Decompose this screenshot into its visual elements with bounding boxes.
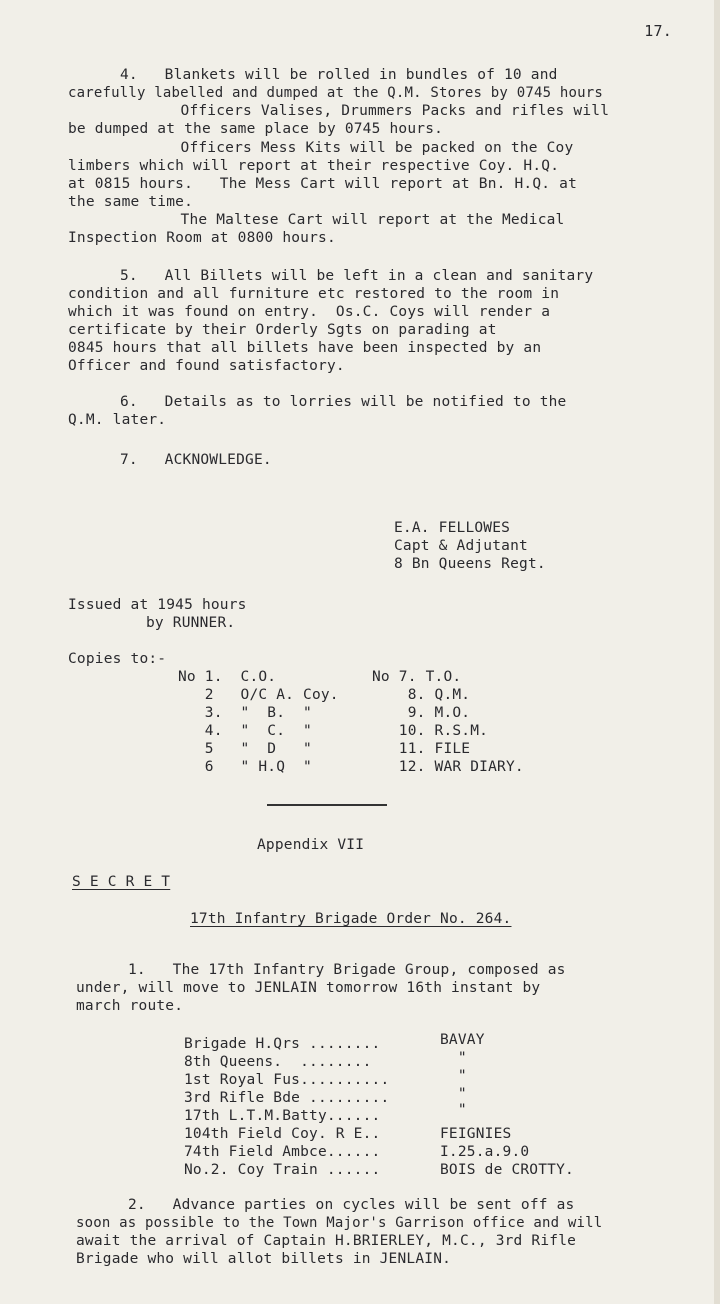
- copies-right-line: No 7. T.O.: [372, 669, 462, 685]
- para5-line: which it was found on entry. Os.C. Coys will render a: [68, 304, 551, 320]
- unit-name: 104th Field Coy. R E..: [184, 1126, 381, 1142]
- unit-destination: I.25.a.9.0: [440, 1144, 530, 1160]
- copies-left-line: 6 " H.Q ": [178, 759, 312, 775]
- unit-destination: FEIGNIES: [440, 1126, 512, 1142]
- copies-right-line: 8. Q.M.: [372, 687, 471, 703]
- para5-line: 0845 hours that all billets have been inspected by an: [68, 340, 542, 356]
- issued-line: Issued at 1945 hours: [68, 597, 247, 613]
- copies-right-line: 9. M.O.: [372, 705, 471, 721]
- copies-right-line: 11. FILE: [372, 741, 471, 757]
- order-para2-line: soon as possible to the Town Major's Garrison office and will: [76, 1215, 603, 1231]
- issued-line: by RUNNER.: [146, 615, 236, 631]
- unit-name: 8th Queens. ........: [184, 1054, 372, 1070]
- order-para2-line: Brigade who will allot billets in JENLAIN.: [76, 1251, 452, 1267]
- para4-line: limbers which will report at their respective Coy. H.Q.: [68, 158, 560, 174]
- unit-name: Brigade H.Qrs ........: [184, 1036, 381, 1052]
- copies-left-line: 3. " B. ": [178, 705, 312, 721]
- para6-line: Q.M. later.: [68, 412, 167, 428]
- para4-line: carefully labelled and dumped at the Q.M. Stores by 0745 hours: [68, 85, 603, 101]
- unit-name: 17th L.T.M.Batty......: [184, 1108, 381, 1124]
- para7-line: 7. ACKNOWLEDGE.: [120, 452, 272, 468]
- para4-line: the same time.: [68, 194, 194, 210]
- section-divider: [267, 804, 387, 806]
- copies-heading: Copies to:-: [68, 651, 167, 667]
- order-para2-line: 2. Advance parties on cycles will be sent off as: [128, 1197, 575, 1213]
- copies-right-line: 10. R.S.M.: [372, 723, 489, 739]
- unit-name: 3rd Rifle Bde .........: [184, 1090, 390, 1106]
- para5-line: condition and all furniture etc restored to the room in: [68, 286, 560, 302]
- order-para1-line: 1. The 17th Infantry Brigade Group, composed as: [128, 962, 566, 978]
- para5-line: certificate by their Orderly Sgts on parading at: [68, 322, 497, 338]
- para4-line: be dumped at the same place by 0745 hours.: [68, 121, 444, 137]
- order-para2-line: await the arrival of Captain H.BRIERLEY, M.C., 3rd Rifle: [76, 1233, 577, 1249]
- para4-line: Officers Mess Kits will be packed on the Coy: [118, 140, 574, 156]
- page-edge: [714, 0, 720, 1304]
- unit-destination: ": [440, 1102, 467, 1118]
- unit-name: 1st Royal Fus..........: [184, 1072, 390, 1088]
- order-title: 17th Infantry Brigade Order No. 264.: [190, 911, 512, 927]
- unit-destination: ": [440, 1050, 467, 1066]
- para5-line: Officer and found satisfactory.: [68, 358, 345, 374]
- para5-line: 5. All Billets will be left in a clean and sanitary: [120, 268, 594, 284]
- signature-rank: Capt & Adjutant: [394, 538, 528, 554]
- secret-marking: S E C R E T: [72, 874, 171, 890]
- unit-destination: BOIS de CROTTY.: [440, 1162, 574, 1178]
- appendix-heading: Appendix VII: [257, 837, 365, 853]
- para4-line: Inspection Room at 0800 hours.: [68, 230, 336, 246]
- para4-line: The Maltese Cart will report at the Medical: [118, 212, 565, 228]
- para4-line: at 0815 hours. The Mess Cart will report at Bn. H.Q. at: [68, 176, 577, 192]
- para4-line: Officers Valises, Drummers Packs and rifles will: [118, 103, 610, 119]
- copies-left-line: 4. " C. ": [178, 723, 312, 739]
- unit-destination: ": [440, 1068, 467, 1084]
- order-para1-line: march route.: [76, 998, 184, 1014]
- unit-destination: BAVAY: [440, 1032, 485, 1048]
- signature-name: E.A. FELLOWES: [394, 520, 511, 536]
- para4-line: 4. Blankets will be rolled in bundles of 10 and: [120, 67, 558, 83]
- unit-name: 74th Field Ambce......: [184, 1144, 381, 1160]
- order-para1-line: under, will move to JENLAIN tomorrow 16th instant by: [76, 980, 541, 996]
- signature-unit: 8 Bn Queens Regt.: [394, 556, 546, 572]
- unit-name: No.2. Coy Train ......: [184, 1162, 381, 1178]
- page-number: 17.: [644, 22, 672, 40]
- copies-left-line: 2 O/C A. Coy.: [178, 687, 339, 703]
- copies-left-line: 5 " D ": [178, 741, 312, 757]
- unit-destination: ": [440, 1086, 467, 1102]
- copies-right-line: 12. WAR DIARY.: [372, 759, 524, 775]
- copies-left-line: No 1. C.O.: [178, 669, 277, 685]
- para6-line: 6. Details as to lorries will be notified to the: [120, 394, 567, 410]
